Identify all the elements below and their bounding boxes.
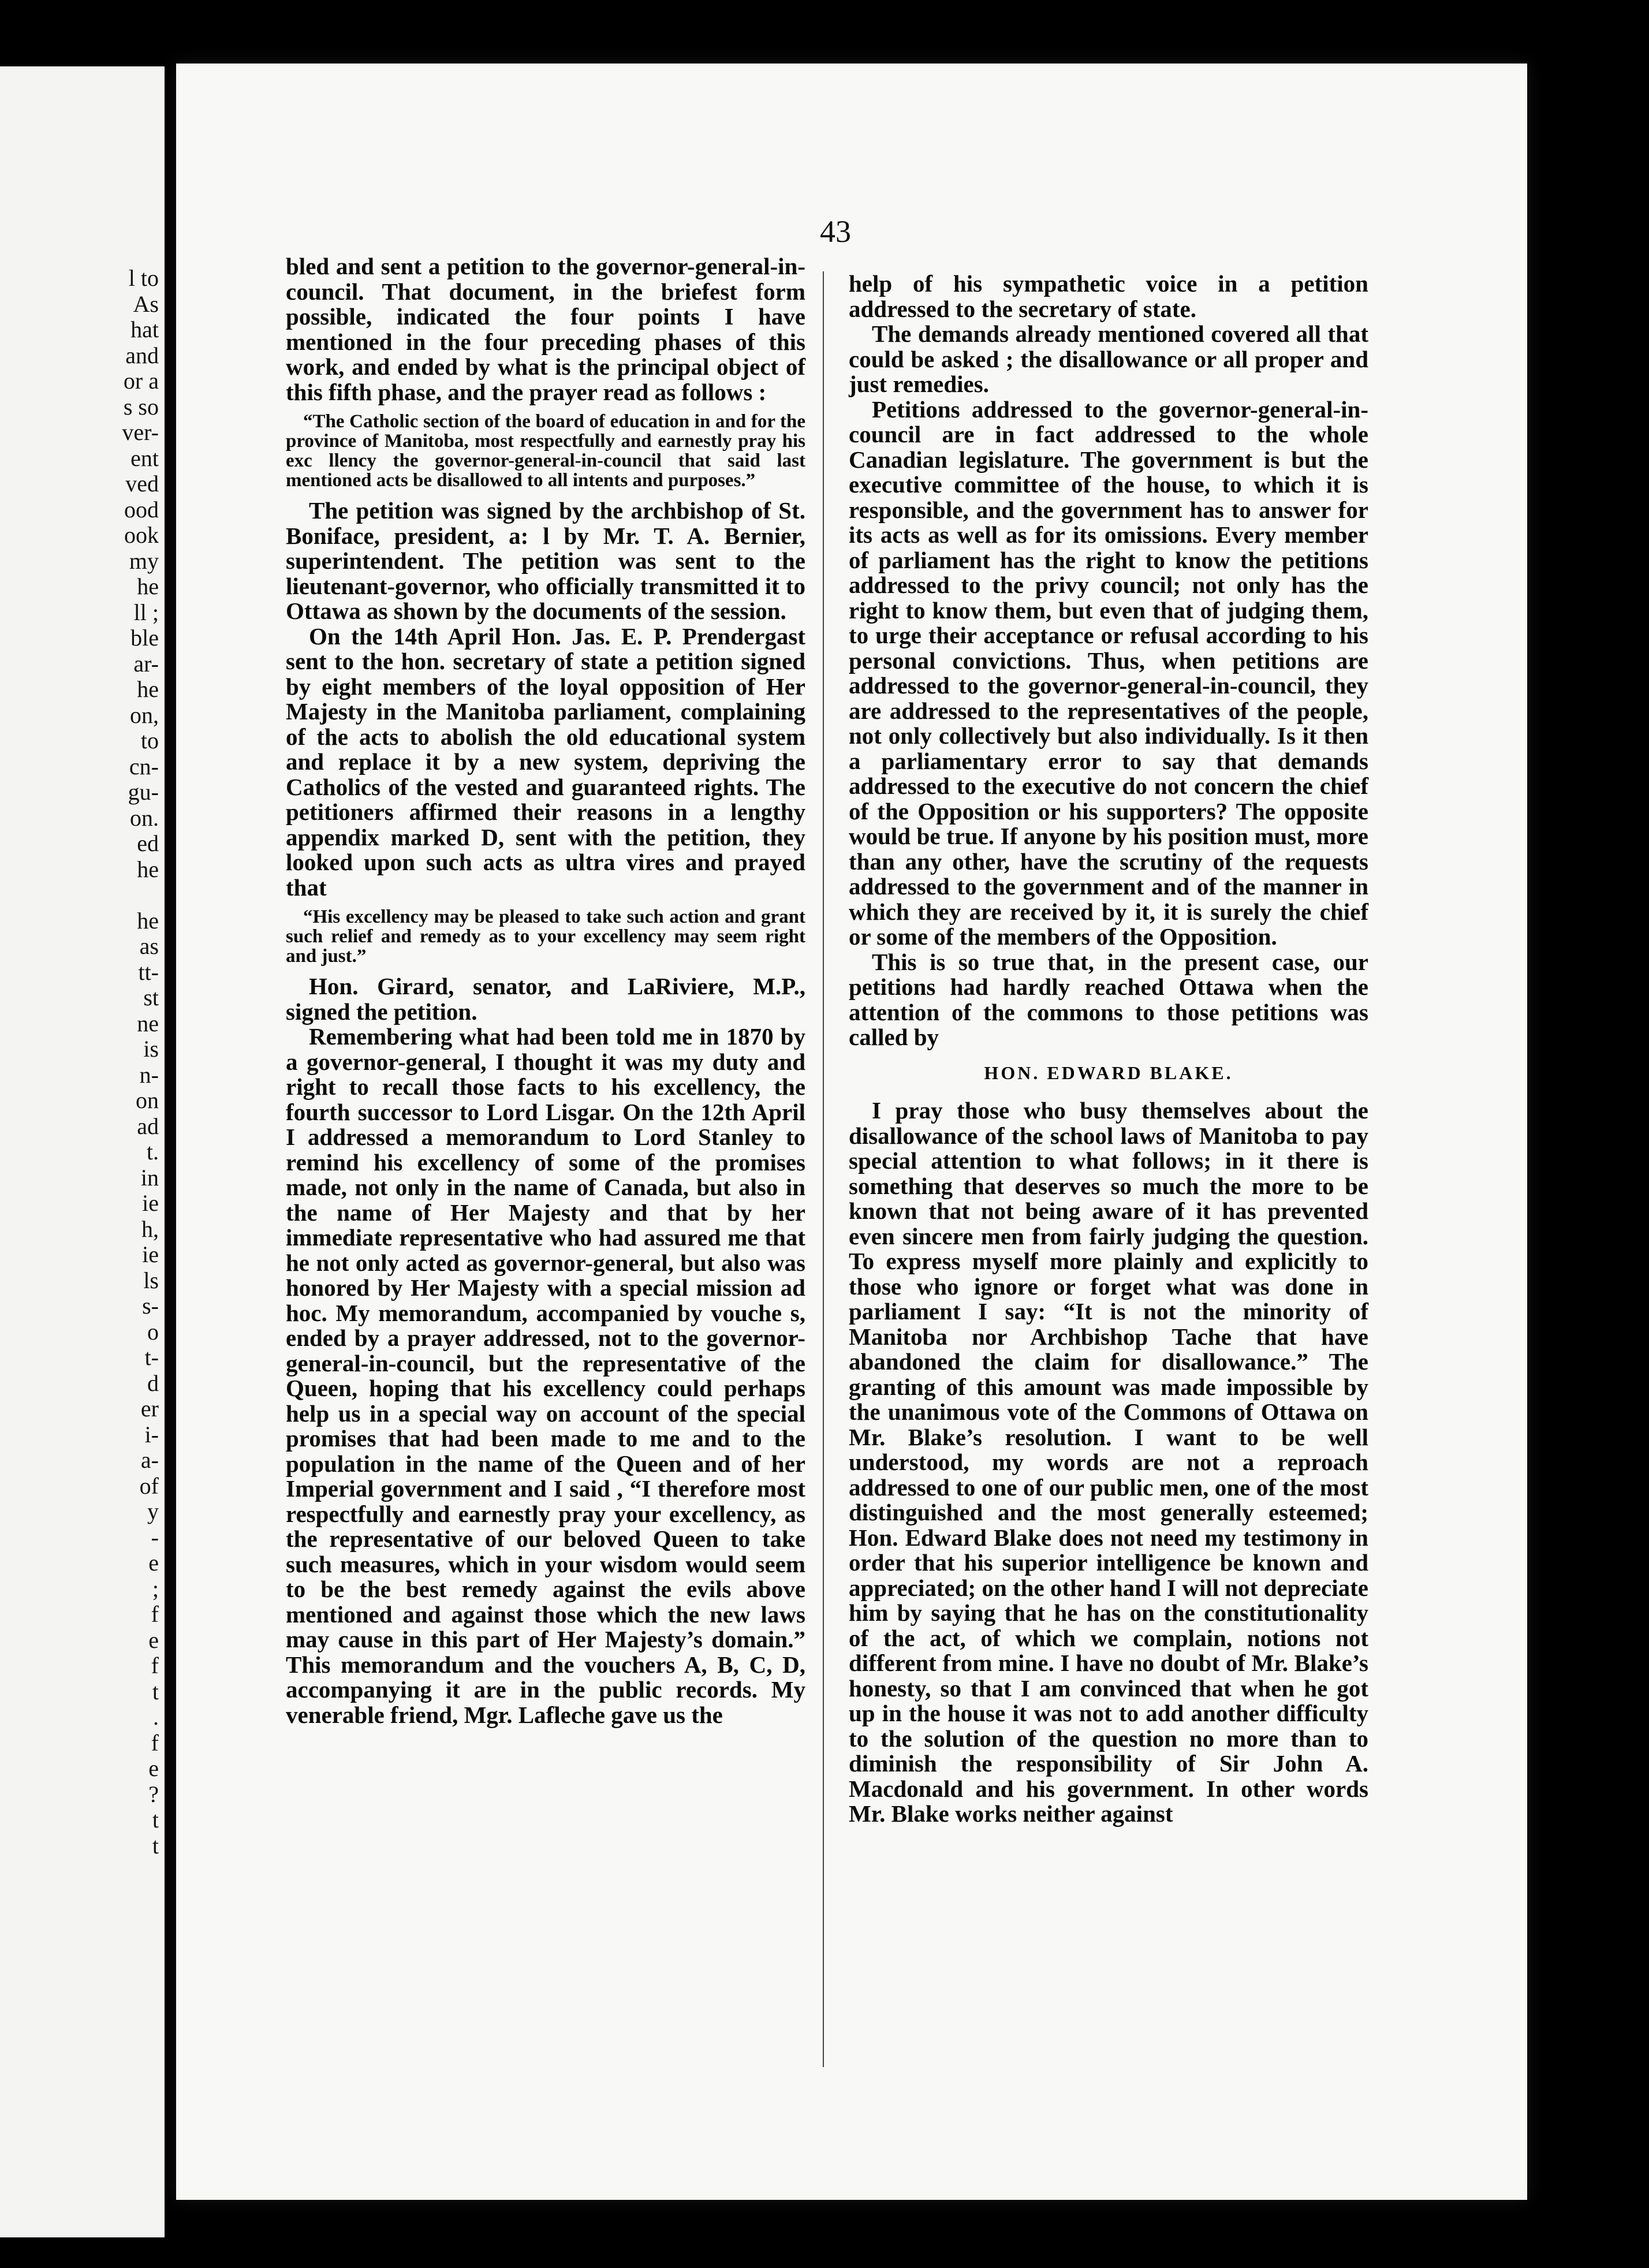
facing-page-fragment: ook (124, 522, 159, 548)
facing-page-fragment: e (148, 1755, 159, 1781)
facing-page-fragment: ed (137, 830, 159, 856)
facing-page-fragment: he (137, 676, 159, 702)
facing-page-fragment: he (137, 856, 159, 882)
block-quote: “His excellency may be pleased to take such action and grant such relief and remedy as to your excellency may seem right and just.” (286, 907, 805, 967)
facing-page-fragment: ver- (122, 419, 159, 445)
facing-page-fragment: my (129, 547, 159, 574)
facing-page-fragment: he (137, 573, 159, 599)
facing-page-fragment: As (133, 290, 159, 317)
page-number: 43 (820, 214, 851, 249)
facing-page-fragment: and (125, 342, 159, 368)
facing-page-fragment: - (151, 1524, 159, 1550)
book-gutter (165, 58, 176, 2252)
facing-page-fragment: on (136, 1087, 159, 1113)
facing-page-fragment: ood (124, 496, 159, 523)
paragraph: Hon. Girard, senator, and LaRiviere, M.P., signed the petition. (286, 973, 805, 1025)
facing-page-fragment: er (140, 1396, 159, 1422)
facing-page-fragment: l to (128, 265, 159, 291)
facing-page-fragment: e (148, 1550, 159, 1576)
facing-page-fragment: f (151, 1601, 159, 1627)
block-quote: “The Catholic section of the board of education in and for the province of Manitoba, most respectfully and earnestly pray his exc llency the governor-general-in-council that said last mentioned acts be disallowed to all intents and purposes.” (286, 411, 805, 491)
left-column (286, 254, 805, 1728)
paragraph: Remembering what had been told me in 1870 by a governor-general, I thought it was my duty and right to recall those facts to his excellency, the fourth successor to Lord Lisgar. On the 12th April I addressed a memorandum to Lord Stanley to remind his excellency of some of the promises made, not only in the name of Canada, but also in the name of Her Majesty and that by her immediate representative who had assured me that he not only acted as governor-general, but also was honored by Her Majesty with a special mission ad hoc. My memorandum, accompanied by vouche s, ended by a prayer addressed, not to the governor-general-in-council, but the representative of the Queen, hoping that his excellency could perhaps help us in a special way on account of the special promises that had been made to me and to the population in the name of the Queen and of her Imperial government and I said , “I therefore most respectfully and earnestly pray your excellency, as the representative of our beloved Queen to take such measures, which in your wisdom would seem to be the best remedy against the evils above mentioned and against those which the new laws may cause in this part of Her Majesty’s domain.” This memorandum and the vouchers A, B, C, D, accompanying it are in the public records. My venerable friend, Mgr. Lafleche gave us the (286, 1023, 805, 1728)
facing-page-edge (0, 66, 165, 2237)
facing-page-fragment: on. (130, 804, 159, 831)
facing-page-fragment: s so (123, 393, 159, 420)
facing-page-fragment: st (143, 984, 159, 1010)
facing-page-fragment: cn- (129, 753, 159, 779)
facing-page-fragment: he (137, 907, 159, 934)
facing-page-fragment (9, 882, 159, 908)
facing-page-fragment: t (152, 1807, 159, 1833)
facing-page-fragment: ? (148, 1781, 159, 1807)
facing-page-fragment: t. (146, 1139, 159, 1165)
facing-page-fragment: o (147, 1318, 159, 1345)
facing-page-fragment: ar- (133, 650, 159, 677)
paragraph: On the 14th April Hon. Jas. E. P. Prendergast sent to the hon. secretary of state a petition signed by eight members of the loyal opposition of Her Majesty in the Manitoba parliament, complaining of the acts to abolish the old educational system and replace it by a new system, depriving the Catholics of the vested and guaranteed rights. The petitioners affirmed their reasons in a lengthy appendix marked D, sent with the petition, they looked upon such acts as ultra vires and prayed that (286, 622, 805, 901)
facing-page-fragment: f (151, 1729, 159, 1756)
facing-page-fragment: ved (125, 471, 159, 497)
facing-page-fragment: as (139, 933, 159, 959)
right-column (849, 271, 1368, 1827)
facing-page-fragment: n- (139, 1061, 159, 1088)
facing-page-fragment: gu- (128, 779, 159, 805)
facing-page-fragment: y (147, 1498, 159, 1524)
facing-page-fragment: or a (123, 368, 159, 394)
paragraph: The demands already mentioned covered all that could be asked ; the disallowance or all proper and just remedies. (849, 320, 1368, 397)
book-page (176, 64, 1527, 2200)
facing-page-fragment: is (143, 1036, 159, 1062)
paragraph: I pray those who busy themselves about the disallowance of the school laws of Manitoba to pay special attention to what follows; in it there is something that deserves so much the more to be known that not being aware of it has prevented even sincere men from fairly judging the question. To express myself more plainly and explicitly to those who ignore or forget what was done in parliament I say: “It is not the minority of Manitoba nor Archbishop Tache that have abandoned the claim for disallowance.” The granting of this amount was made impossible by the unanimous vote of the Commons of Ottawa on Mr. Blake’s resolution. I want to be well understood, my words are not a reproach addressed to one of our public men, one of the most distinguished and the most generally esteemed; Hon. Edward Blake does not need my testimony in order that his superior intelligence be known and appreciated; on the other hand I will not depreciate him by saying that he has on the constitutionality of the act, of which we complain, notions not different from mine. I have no doubt of Mr. Blake’s honesty, so that I am convinced that when he got up in the house it was not to add another difficulty to the solution of the question no more than to diminish the responsibility of Sir John A. Macdonald and his government. In other words Mr. Blake works neither against (849, 1097, 1368, 1827)
paragraph: help of his sympathetic voice in a petition addressed to the secretary of state. (849, 270, 1368, 322)
facing-page-fragment: i- (144, 1421, 159, 1448)
facing-page-fragment: s- (142, 1293, 159, 1319)
facing-page-fragment: ie (142, 1190, 159, 1216)
facing-page-fragment: ne (137, 1010, 159, 1036)
paragraph: Petitions addressed to the governor-general-in-council are in fact addressed to the whole Canadian legislature. The government is but the executive committee of the house, to which it is responsible, and the government has to answer for its acts as well as for its omissions. Every member of parliament has the right to know the petitions addressed to the privy council; not only has the right to know them, but even that of judging them, to urge their acceptance or refusal according to his personal convictions. Thus, when petitions are addressed to the governor-general-in-council, they are addressed to the representatives of the people, not only collectively but also individually. Is it then a parliamentary error to say that demands addressed to the executive do not concern the chief of the Opposition or his supporters? The opposite would be true. If anyone by his position must, more than any other, have the scrutiny of the requests addressed to the government and of the manner in which they are received by it, it is surely the chief or some of the members of the Opposition. (849, 396, 1368, 950)
facing-page-fragment: t- (144, 1344, 159, 1370)
facing-page-fragment: on, (130, 702, 159, 728)
paragraph: The petition was signed by the archbishop of St. Boniface, president, a: l by Mr. T. A. Bernier, superintendent. The petition was sent to the lieutenant-governor, who officially transmitted it to Ottawa as shown by the documents of the session. (286, 497, 805, 624)
section-heading: HON. EDWARD BLAKE. (984, 1062, 1233, 1083)
facing-page-fragment: of (139, 1472, 159, 1499)
facing-page-text-fragments (9, 266, 159, 1859)
facing-page-fragment: to (140, 728, 159, 753)
facing-page-fragment: ; (152, 1575, 159, 1602)
paragraph: This is so true that, in the present case, our petitions had hardly reached Ottawa when the attention of the commons to those petitions was called by (849, 948, 1368, 1050)
facing-page-fragment: ll ; (133, 599, 159, 625)
facing-page-fragment: t (152, 1832, 159, 1859)
facing-page-fragment: ble (130, 625, 159, 651)
facing-page-fragment: hat (130, 316, 159, 342)
facing-page-fragment: h, (141, 1215, 159, 1242)
column-rule (823, 271, 824, 2067)
facing-page-fragment: ent (130, 445, 159, 471)
facing-page-fragment: d (147, 1370, 159, 1396)
paragraph: bled and sent a petition to the governor-general-in-council. That document, in the briefest form possible, indicated the four points I have mentioned in the four preceding phases of this work, and ended by what is the principal object of this fifth phase, and the prayer read as follows : (286, 253, 805, 405)
facing-page-fragment: ad (137, 1113, 159, 1139)
facing-page-fragment: t (152, 1678, 159, 1704)
facing-page-fragment: . (153, 1704, 159, 1730)
facing-page-fragment: a- (140, 1447, 159, 1473)
facing-page-fragment: ie (142, 1241, 159, 1267)
facing-page-fragment: ls (143, 1267, 159, 1293)
facing-page-fragment: in (140, 1164, 159, 1191)
facing-page-fragment: f (151, 1652, 159, 1678)
facing-page-fragment: tt- (138, 958, 159, 985)
facing-page-fragment: e (148, 1627, 159, 1653)
